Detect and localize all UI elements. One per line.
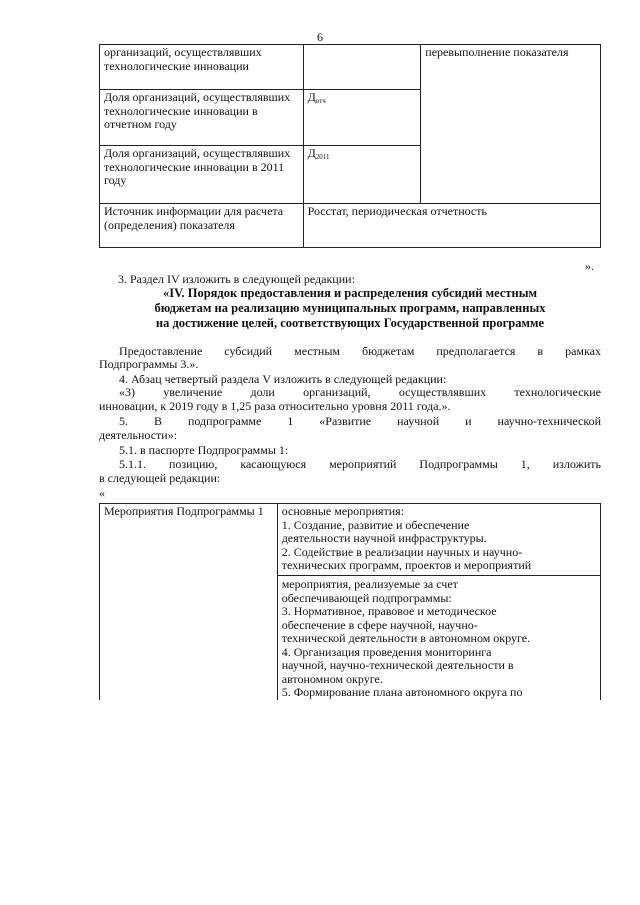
table-cell xyxy=(277,576,600,700)
table-cell: организаций, осуществлявших технологические инновации xyxy=(100,45,304,90)
table-cell: Мероприятия Подпрограммы 1 xyxy=(100,504,278,700)
text-line: 5. Формирование плана автономного округа по xyxy=(281,685,523,699)
text-line: 2. Содействие в реализации научных и научно- xyxy=(281,544,523,559)
closing-quote: ». xyxy=(585,259,594,273)
table-cell xyxy=(303,90,421,146)
paragraph-line: в следующей редакции: xyxy=(99,471,221,485)
table-cell: перевыполнение показателя xyxy=(421,45,601,204)
table-cell xyxy=(303,146,421,204)
amendment-item-3: 3. Раздел IV изложить в следующей редакции: xyxy=(118,272,355,286)
text-line: 3. Нормативное, правовое и методическое xyxy=(281,604,497,618)
text-line: основные мероприятия: xyxy=(281,504,405,518)
table-cell: Росстат, периодическая отчетность xyxy=(303,204,600,248)
table-cell xyxy=(303,45,421,90)
indicator-table xyxy=(99,44,601,248)
paragraph-line: 5.1. в паспорте Подпрограммы 1: xyxy=(119,443,289,457)
table-cell: Доля организаций, осуществлявших технологические инновации в отчетном году xyxy=(100,90,304,146)
text-line: деятельности научной инфраструктуры. xyxy=(281,531,487,545)
paragraph-line: 5.1.1. позицию, касающуюся мероприятий Подпрограммы 1, изложить xyxy=(119,457,601,471)
table-cell: Доля организаций, осуществлявших технологические инновации в 2011 году xyxy=(100,146,304,204)
paragraph-line: «3) увеличение доли организаций, осуществлявших технологические xyxy=(119,385,601,399)
paragraph-line: 5. В подпрограмме 1 «Развитие научной и научно-технической xyxy=(119,414,601,428)
paragraph-line: инновации, к 2019 году в 1,25 раза относительно уровня 2011 года.». xyxy=(99,399,451,413)
page-number: 6 xyxy=(317,30,323,44)
paragraph-line: Подпрограммы 3.». xyxy=(99,357,199,371)
paragraph-line: деятельности»: xyxy=(99,428,178,442)
heading-line: бюджетам на реализацию муниципальных программ, направленных xyxy=(154,301,546,315)
table-cell: Источник информации для расчета (определения) показателя xyxy=(100,204,304,248)
section-heading xyxy=(99,286,601,331)
heading-line: на достижение целей, соответствующих Государственной программе xyxy=(155,316,545,330)
heading-line: «IV. Порядок предоставления и распределения субсидий местным xyxy=(162,286,538,300)
text-line: научной, научно-технической деятельности в xyxy=(281,658,514,672)
open-quote: « xyxy=(99,486,105,500)
text-line: автономном округе. xyxy=(281,671,383,686)
paragraph-line: Предоставление субсидий местным бюджетам предполагается в рамках xyxy=(119,344,601,358)
text-line: технических программ, проектов и мероприятий xyxy=(281,558,532,572)
table-cell xyxy=(277,504,600,576)
activities-table xyxy=(99,503,601,700)
formula-symbol: Д xyxy=(307,146,316,160)
formula-symbol: Д xyxy=(307,90,316,104)
formula-subscript: отч xyxy=(315,97,326,105)
text-line: обеспечивающей подпрограммы: xyxy=(281,590,452,605)
formula-subscript: 2011 xyxy=(315,153,330,161)
text-line: 1. Создание, развитие и обеспечение xyxy=(281,517,470,532)
text-line: 4. Организация проведения мониторинга xyxy=(281,644,492,659)
text-line: обеспечение в сфере научной, научно- xyxy=(281,617,478,632)
text-line: технической деятельности в автономном округе. xyxy=(281,631,531,645)
paragraph-line: 4. Абзац четвертый раздела V изложить в следующей редакции: xyxy=(119,372,447,386)
text-line: мероприятия, реализуемые за счет xyxy=(281,577,458,591)
